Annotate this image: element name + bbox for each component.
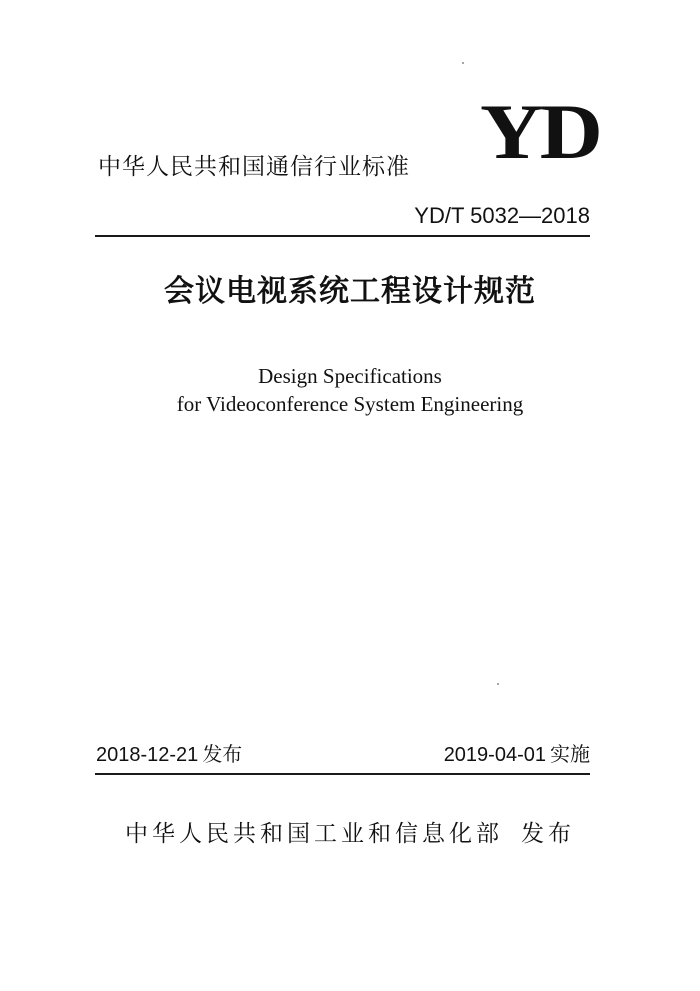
scan-speck [497,683,499,685]
yd-logo: YD [480,88,600,175]
publisher-label: 发布 [521,820,575,846]
implementation-date-value: 2019-04-01 [443,744,546,766]
industry-standard-label: 中华人民共和国通信行业标准 [98,153,410,179]
publisher-name: 中华人民共和国工业和信息化部 [125,820,503,846]
implementation-date [444,742,590,768]
bottom-divider [95,773,590,775]
publisher [0,818,700,848]
issue-date-value: 2018-12-21 [96,744,199,766]
english-title [0,362,700,418]
english-title-line-1: Design Specifications [258,364,442,388]
scan-speck [462,62,464,64]
top-divider [95,235,590,237]
issue-date [96,742,242,768]
implementation-date-label: 实施 [550,744,590,766]
standard-number: YD/T 5032—2018 [414,203,590,228]
chinese-title: 会议电视系统工程设计规范 [164,274,536,309]
issue-date-label: 发布 [202,744,243,766]
english-title-line-2: for Videoconference System Engineering [176,392,524,416]
